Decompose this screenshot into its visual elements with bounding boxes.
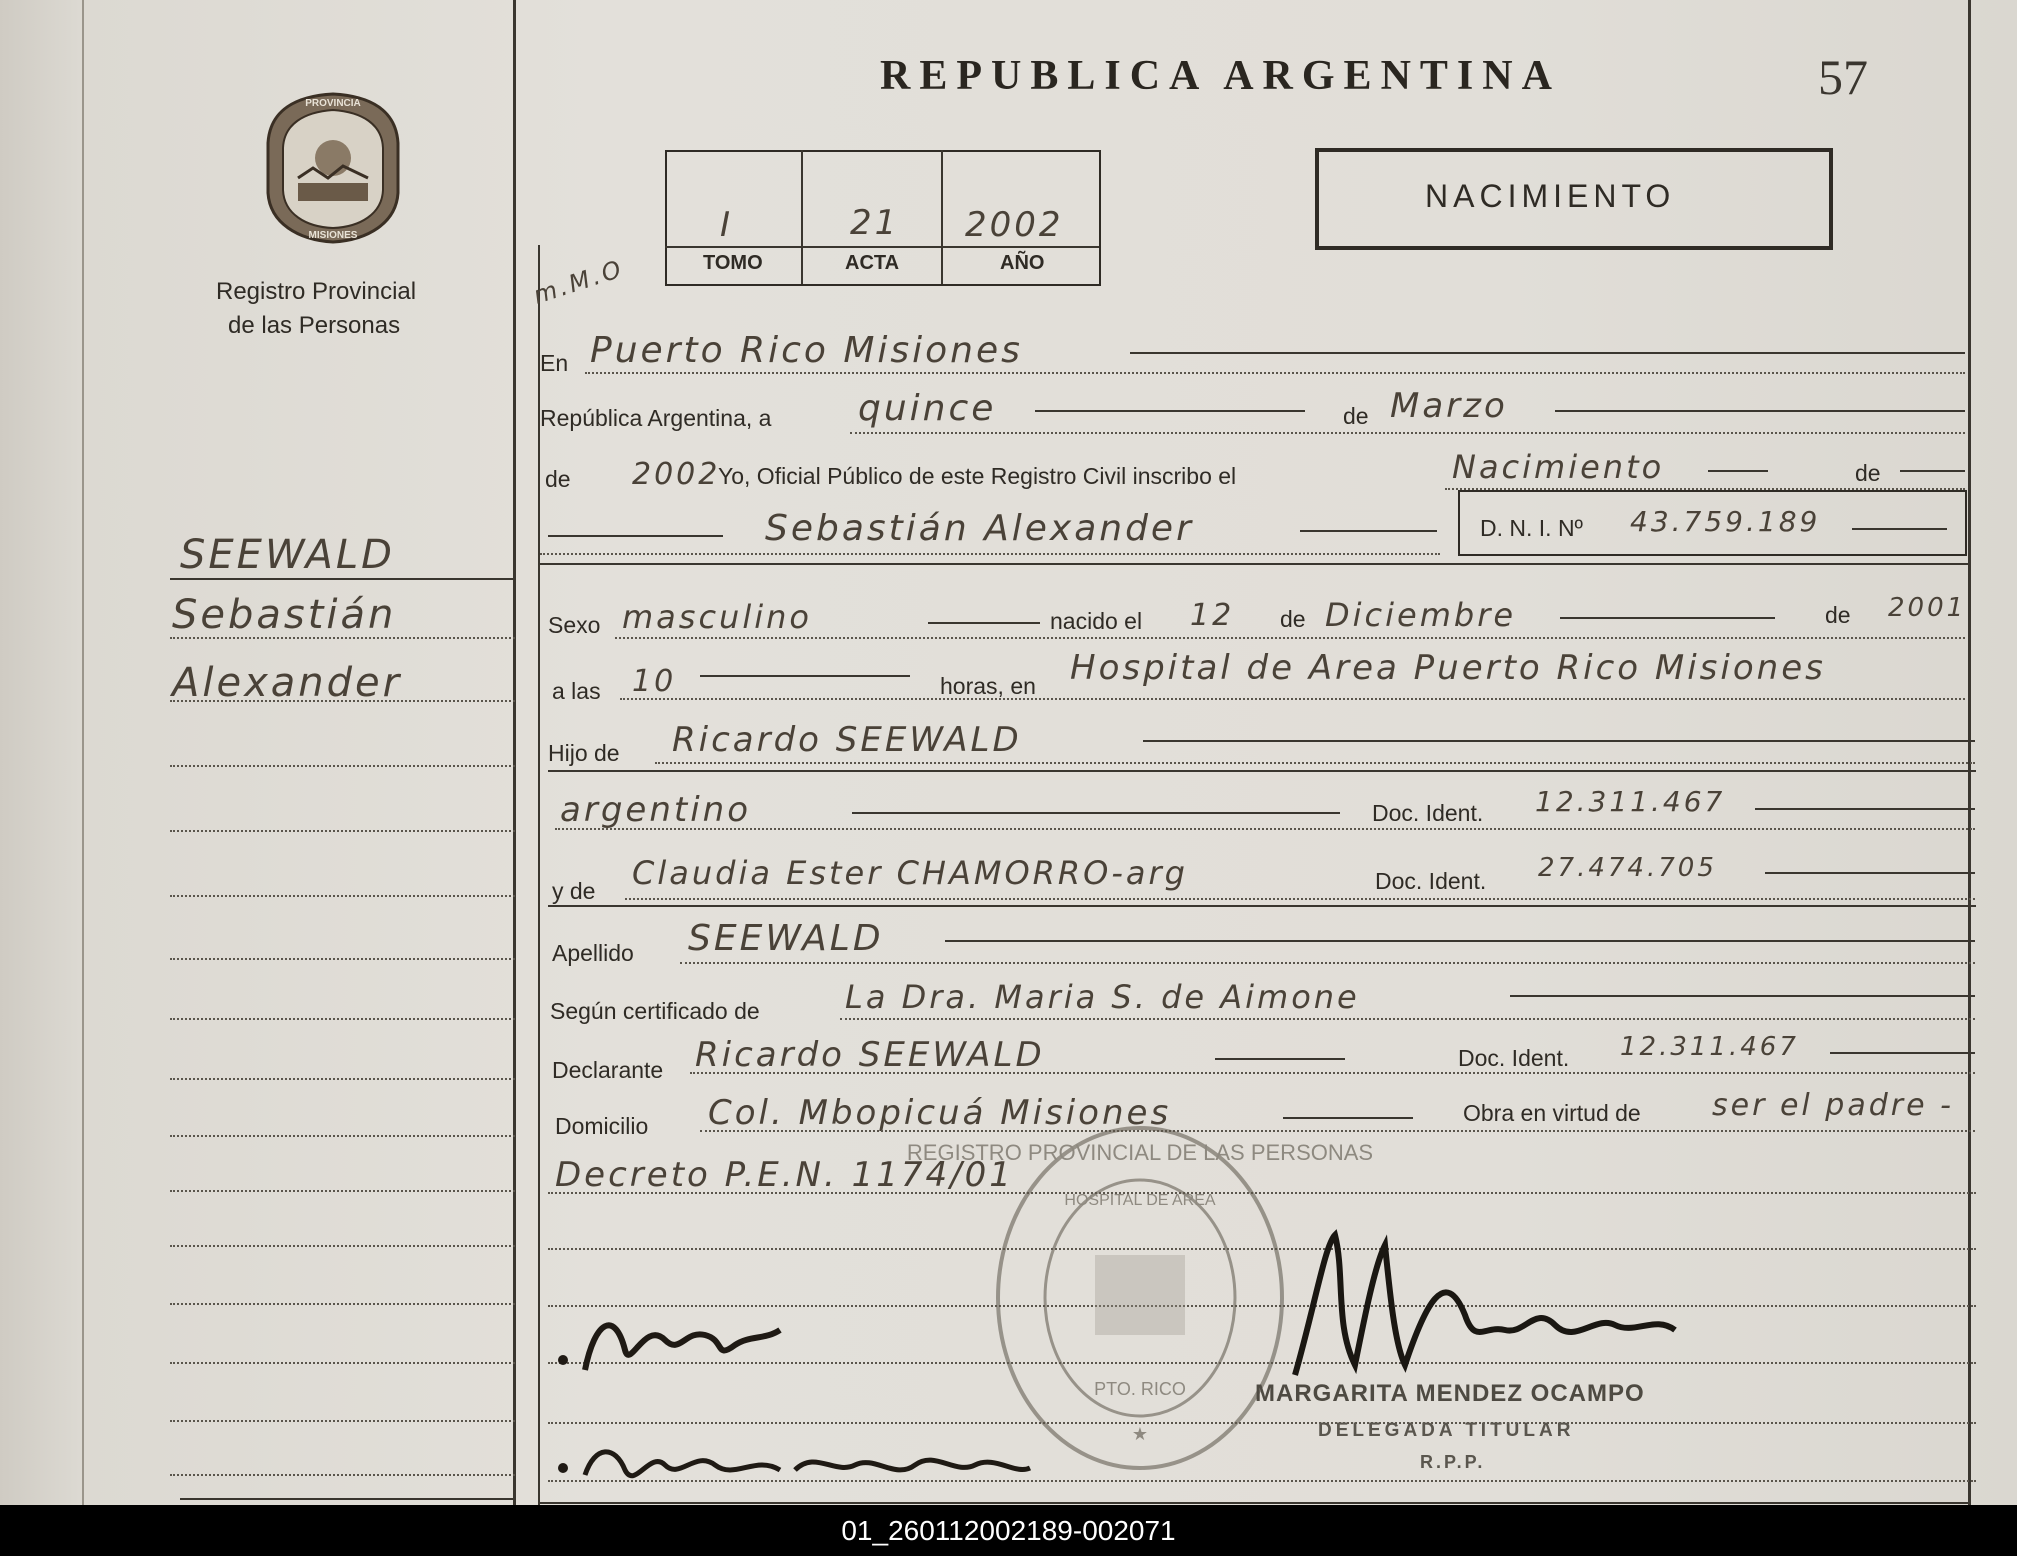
margin-dotted-4	[170, 830, 515, 832]
line-name-start	[548, 535, 723, 537]
margin-dotted-12	[170, 1303, 515, 1305]
margin-first-name: Sebastián	[172, 592, 397, 638]
margin-middle-name: Alexander	[172, 660, 403, 706]
en-label: En	[540, 350, 569, 376]
signature-mother-icon	[555, 1430, 1035, 1500]
document-title: REPUBLICA ARGENTINA	[880, 53, 1561, 99]
line-mother-doc	[1765, 872, 1975, 874]
line-declarante-doc	[1830, 1052, 1975, 1054]
margin-line-1	[170, 578, 515, 580]
declarante-doc-value: 12.311.467	[1620, 1032, 1799, 1062]
year-value: 2002	[632, 457, 721, 492]
sexo-label: Sexo	[548, 612, 601, 638]
sexo-value: masculino	[622, 598, 812, 636]
doc-type-label: NACIMIENTO	[1425, 178, 1676, 214]
left-column-border	[82, 0, 84, 1505]
de3-label: de	[1280, 606, 1306, 632]
margin-dotted-13	[170, 1362, 515, 1364]
decreto-value: Decreto P.E.N. 1174/01	[555, 1155, 1014, 1195]
line-event-end	[1900, 470, 1965, 472]
line-domicilio	[1283, 1117, 1413, 1119]
line-place	[1130, 352, 1965, 354]
yo-text: Yo, Oficial Público de este Registro Civil inscribo el	[718, 463, 1237, 489]
margin-dotted-14	[170, 1420, 515, 1422]
record-box-divider-2	[941, 150, 943, 284]
apellido-label: Apellido	[552, 940, 634, 966]
seal-top-text: PROVINCIA	[305, 98, 361, 109]
hour-value: 10	[632, 664, 677, 699]
line-name-end	[1300, 530, 1437, 532]
ano-label: AÑO	[1000, 252, 1045, 274]
line-certificado	[1510, 995, 1975, 997]
de-label: de	[1343, 403, 1369, 429]
hijo-label: Hijo de	[548, 740, 620, 766]
line-birth-month	[1560, 617, 1775, 619]
margin-dotted-5	[170, 895, 515, 897]
line-declarante	[1215, 1058, 1345, 1060]
certificado-value: La Dra. Maria S. de Aimone	[845, 978, 1360, 1016]
seal-bottom-text: MISIONES	[308, 230, 358, 241]
line-month	[1555, 410, 1965, 412]
margin-bottom-line	[180, 1498, 515, 1500]
margin-dotted-8	[170, 1078, 515, 1080]
apellido-value: SEEWALD	[688, 918, 884, 959]
birth-year-value: 2001	[1888, 593, 1967, 623]
line-sexo	[928, 622, 1040, 624]
stamp-outer-text: REGISTRO PROVINCIAL DE LAS PERSONAS	[906, 1140, 1374, 1165]
dots-hour	[620, 698, 1965, 700]
margin-dotted-6	[170, 958, 515, 960]
dots-apellido	[680, 962, 1975, 964]
margin-surname: SEEWALD	[180, 532, 395, 578]
domicilio-label: Domicilio	[555, 1113, 649, 1139]
dots-father	[655, 762, 1975, 764]
line-dni	[1852, 528, 1947, 530]
line-day	[1035, 410, 1305, 412]
de4-label: de	[1825, 602, 1851, 628]
birth-day-value: 12	[1190, 598, 1235, 633]
child-name-value: Sebastián Alexander	[765, 508, 1194, 549]
record-box-label-line	[665, 246, 1099, 248]
de2-label: de	[1855, 460, 1881, 486]
margin-dotted-10	[170, 1190, 515, 1192]
section-divider-1	[540, 563, 1968, 565]
dots-nationality	[555, 828, 1975, 830]
registry-name-line2: de las Personas	[228, 312, 401, 339]
margin-dotted-7	[170, 1018, 515, 1020]
stamp-inner-text: HOSPITAL DE AREA	[1064, 1192, 1216, 1209]
official-name: MARGARITA MENDEZ OCAMPO	[1255, 1380, 1645, 1407]
place-value: Puerto Rico Misiones	[590, 330, 1023, 371]
mother-doc-label: Doc. Ident.	[1375, 868, 1487, 894]
birth-month-value: Diciembre	[1325, 596, 1517, 634]
signature-declarante-icon	[555, 1300, 785, 1390]
ano-value: 2002	[965, 205, 1064, 245]
acta-label: ACTA	[845, 252, 900, 274]
dots-domicilio	[700, 1130, 1975, 1132]
stamp-bottom-text: PTO. RICO	[1094, 1379, 1186, 1399]
obra-label: Obra en virtud de	[1463, 1100, 1641, 1126]
father-value: Ricardo SEEWALD	[672, 720, 1022, 760]
year-prefix-label: de	[545, 466, 571, 492]
line-apellido	[945, 940, 1975, 942]
margin-dotted-9	[170, 1135, 515, 1137]
line-event	[1708, 470, 1768, 472]
dots-name	[540, 553, 1440, 555]
official-title: DELEGADA TITULAR	[1318, 1420, 1575, 1441]
page-right-border	[1968, 0, 1971, 1505]
record-box-divider-1	[801, 150, 803, 284]
dni-value: 43.759.189	[1630, 505, 1821, 538]
official-stamp-icon	[906, 1120, 1374, 1475]
dots-declarante	[690, 1072, 1975, 1074]
dni-label: D. N. I. Nº	[1480, 515, 1583, 541]
image-id-footer: 01_260112002189-002071	[0, 1505, 2017, 1556]
line-father-2	[548, 770, 1976, 772]
signature-official-icon	[1275, 1205, 1695, 1400]
line-nationality	[852, 812, 1340, 814]
republica-label: República Argentina, a	[540, 405, 772, 431]
column-divider-right	[538, 245, 540, 1505]
margin-dotted-2	[170, 700, 515, 702]
month-value: Marzo	[1390, 386, 1508, 426]
declarante-doc-label: Doc. Ident.	[1458, 1045, 1570, 1071]
official-org: R.P.P.	[1420, 1452, 1486, 1472]
a-las-label: a las	[552, 678, 601, 704]
registry-name-line1: Registro Provincial	[216, 278, 417, 305]
margin-dotted-3	[170, 765, 515, 767]
dots-mother	[625, 898, 1975, 900]
tomo-value: I	[720, 205, 734, 245]
svg-text:★: ★	[1131, 1424, 1149, 1445]
mother-value: Claudia Ester CHAMORRO-arg	[632, 854, 1188, 892]
y-de-label: y de	[552, 878, 596, 904]
line-hour	[700, 675, 910, 677]
page-number: 57	[1818, 49, 1868, 105]
margin-dotted-11	[170, 1245, 515, 1247]
line-father-doc	[1755, 808, 1975, 810]
day-text-value: quince	[858, 388, 997, 429]
birth-place-value: Hospital de Area Puerto Rico Misiones	[1070, 648, 1826, 688]
line-father	[1143, 740, 1975, 742]
column-divider-left	[513, 0, 516, 1505]
acta-value: 21	[850, 203, 900, 243]
margin-dotted-15	[170, 1474, 515, 1476]
declarante-label: Declarante	[552, 1057, 664, 1083]
margin-dotted-1	[170, 637, 515, 639]
segun-label: Según certificado de	[550, 998, 760, 1024]
margin-note: m.M.O	[529, 254, 628, 310]
horas-label: horas, en	[940, 673, 1036, 699]
domicilio-value: Col. Mbopicuá Misiones	[708, 1093, 1172, 1133]
obra-value: ser el padre -	[1712, 1088, 1954, 1123]
dots-sexo	[615, 637, 1965, 639]
form-bottom-line	[540, 1502, 1968, 1504]
dots-day	[850, 432, 1965, 434]
mother-doc-value: 27.474.705	[1538, 853, 1717, 883]
provincial-seal-icon	[258, 88, 408, 248]
tomo-label: TOMO	[703, 252, 763, 274]
father-doc-label: Doc. Ident.	[1372, 800, 1484, 826]
nacido-label: nacido el	[1050, 608, 1143, 634]
line-mother-2	[548, 905, 1976, 907]
father-nationality-value: argentino	[560, 790, 751, 830]
father-doc-value: 12.311.467	[1535, 785, 1726, 818]
declarante-value: Ricardo SEEWALD	[695, 1035, 1045, 1075]
dots-certificado	[840, 1018, 1975, 1020]
dots-place	[585, 372, 1965, 374]
event-value: Nacimiento	[1452, 448, 1665, 486]
